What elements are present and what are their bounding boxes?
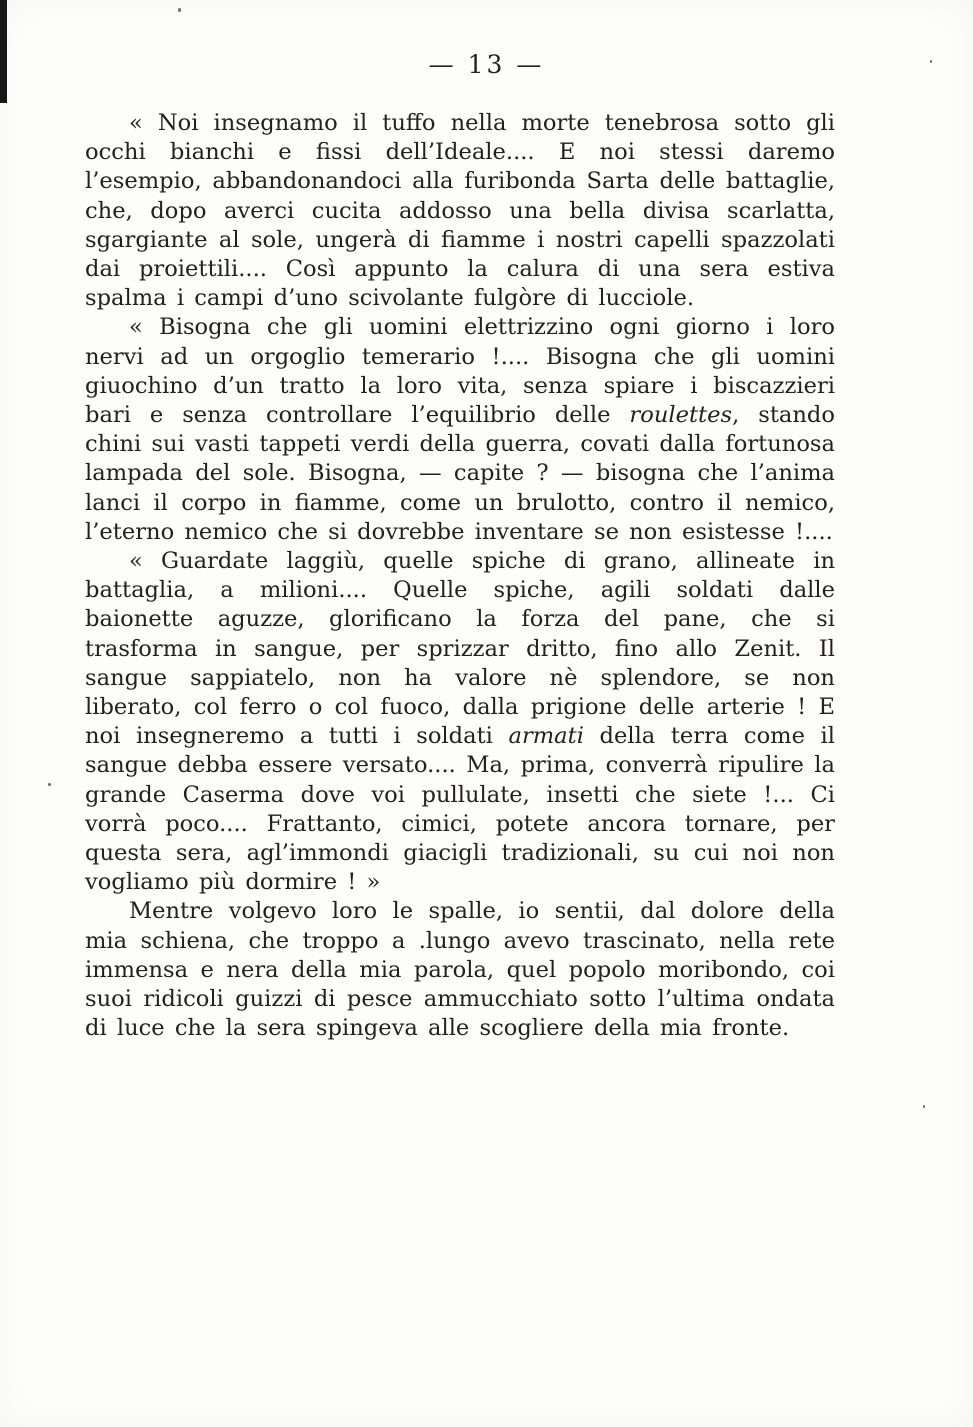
text-run: della terra come il sangue debba essere versato.... Ma, prima, converrà ripulire la grande Caserma dove voi pullulate, insetti che siete !... Ci vorrà poco.... Frattanto, cimici, potete ancora tornare, per questa sera, agl’immondi giacigli tradizionali, su cui noi non vogliamo più dormire ! »: [85, 723, 835, 896]
scan-speck: [48, 783, 51, 786]
italic-text-run: roulettes: [629, 402, 733, 429]
paragraph: [85, 547, 835, 897]
paragraph: [85, 313, 835, 547]
text-run: « Guardate laggiù, quelle spiche di grano, allineate in battaglia, a milioni.... Quelle spiche, agili soldati dalle baionette aguzze, glorificano la forza del pane, che si trasforma in sangue, per sprizzar dritto, fino allo Zenit. Il sangue sappiatelo, non ha valore nè splendore, se non liberato, col ferro o col fuoco, dalla prigione delle arterie ! E noi insegneremo a tutti i soldati: [85, 548, 835, 750]
page-number: — 13 —: [428, 50, 545, 79]
text-run: Mentre volgevo loro le spalle, io sentii, dal dolore della mia schiena, che troppo a .lungo avevo trascinato, nella rete immensa e nera della mia parola, quel popolo moribondo, coi suoi ridicoli guizzi di pesce ammucchiato sotto l’ultima ondata di luce che la sera spingeva alle scogliere della mia fronte.: [85, 898, 835, 1042]
italic-text-run: armati: [508, 723, 584, 750]
scan-speck: [178, 8, 181, 12]
text-run: « Bisogna che gli uomini elettrizzino ogni giorno i loro nervi ad un orgoglio temerario !.... Bisogna che gli uomini giuochino d’un tratto la loro vita, senza spiare i biscazzieri bari e senza controllare l’equilibrio delle: [85, 314, 835, 429]
page-body: [85, 109, 835, 1044]
paragraph: [85, 897, 835, 1043]
text-run: « Noi insegnamo il tuffo nella morte tenebrosa sotto gli occhi bianchi e fissi dell’Ideale.... E noi stessi daremo l’esempio, abbandonandoci alla furibonda Sarta delle battaglie, che, dopo averci cucita addosso una bella divisa scarlatta, sgargiante al sole, ungerà di fiamme i nostri capelli spazzolati dai proiettili.... Così appunto la calura di una sera estiva spalma i campi d’uno scivolante fulgòre di lucciole.: [85, 110, 835, 312]
paragraph: [85, 109, 835, 313]
text-run: , stando chini sui vasti tappeti verdi della guerra, covati dalla fortunosa lampada del sole. Bisogna, — capite ? — bisogna che l’anima lanci il corpo in fiamme, come un brulotto, contro il nemico, l’eterno nemico che si dovrebbe inventare se non esistesse !....: [85, 402, 835, 545]
scan-speck: [923, 1105, 925, 1108]
